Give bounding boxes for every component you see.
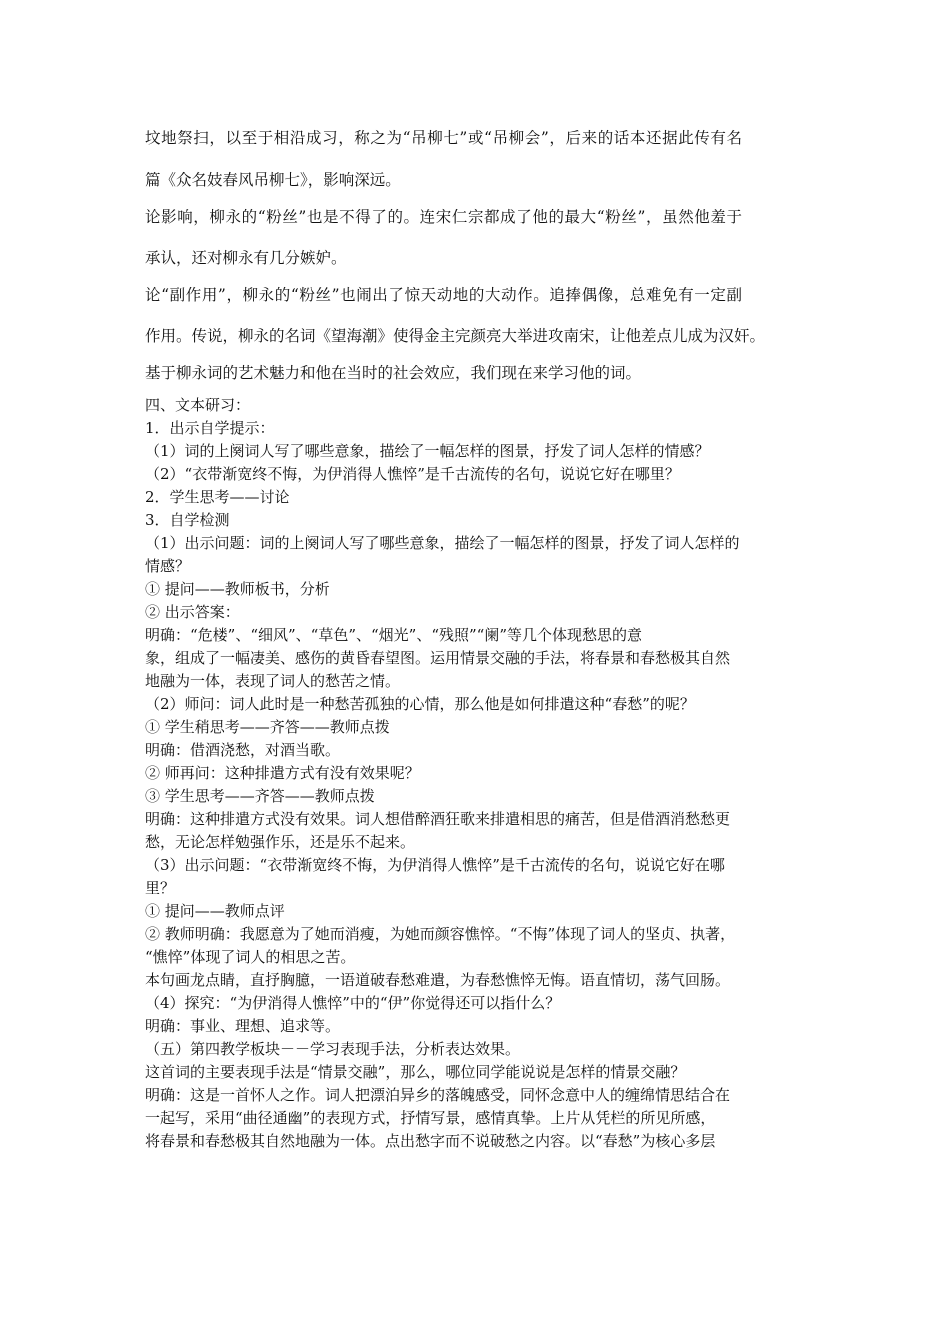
- paragraph-line: 论“副作用”，柳永的“粉丝”也闹出了惊天动地的大动作。追捧偶像，总难免有一定副: [145, 286, 743, 304]
- text-line: （4）探究：“为伊消得人憔悴”中的“伊”你觉得还可以指什么？: [145, 994, 561, 1012]
- text-line: （五）第四教学板块－－学习表现手法，分析表达效果。: [145, 1040, 521, 1058]
- text-line: “憔悴”体现了词人的相思之苦。: [145, 948, 356, 966]
- text-line: ① 学生稍思考——齐答——教师点拨: [145, 718, 390, 736]
- text-line: 3．自学检测: [145, 511, 230, 529]
- text-line: 地融为一体，表现了词人的愁苦之情。: [145, 672, 401, 690]
- text-line: 明确：这种排遣方式没有效果。词人想借醉酒狂歌来排遣相思的痛苦，但是借酒消愁愁更: [145, 810, 731, 828]
- text-line: （2）“衣带渐宽终不悔，为伊消得人憔悴”是千古流传的名句，说说它好在哪里？: [145, 465, 680, 483]
- text-line: 情感？: [145, 557, 191, 575]
- text-line: ② 教师明确：我愿意为了她而消瘦，为她而颜容憔悴。“不悔”体现了词人的坚贞、执著，: [145, 925, 736, 943]
- paragraph-line: 坟地祭扫，以至于相沿成习，称之为“吊柳七”或“吊柳会”，后来的话本还据此传有名: [145, 129, 743, 147]
- text-line: 明确：事业、理想、追求等。: [145, 1017, 341, 1035]
- paragraph-line: 基于柳永词的艺术魅力和他在当时的社会效应，我们现在来学习他的词。: [145, 364, 642, 382]
- text-line: ③ 学生思考——齐答——教师点拨: [145, 787, 375, 805]
- text-line: 将春景和春愁极其自然地融为一体。点出愁字而不说破愁之内容。以“春愁”为核心多层: [145, 1132, 716, 1150]
- text-line: 本句画龙点睛，直抒胸臆，一语道破春愁难遣，为春愁憔悴无悔。语直情切，荡气回肠。: [145, 971, 731, 989]
- paragraph-line: 论影响，柳永的“粉丝”也是不得了的。连宋仁宗都成了他的最大“粉丝”，虽然他羞于: [145, 208, 743, 226]
- text-line: ① 提问——教师点评: [145, 902, 285, 920]
- text-line: 2．学生思考——讨论: [145, 488, 290, 506]
- text-line: 一起写，采用“曲径通幽”的表现方式，抒情写景，感情真挚。上片从凭栏的所见所感，: [145, 1109, 716, 1127]
- text-line: ① 提问——教师板书，分析: [145, 580, 330, 598]
- paragraph-line: 作用。传说，柳永的名词《望海潮》使得金主完颜亮大举进攻南宋，让他差点儿成为汉奸。: [145, 327, 766, 345]
- section-heading: 四、文本研习：: [145, 396, 251, 414]
- text-line: 1．出示自学提示：: [145, 419, 275, 437]
- paragraph-line: 承认，还对柳永有几分嫉妒。: [145, 249, 347, 267]
- text-line: （1）出示问题：词的上阕词人写了哪些意象，描绘了一幅怎样的图景，抒发了词人怎样的: [145, 534, 740, 552]
- text-line: 里？: [145, 879, 176, 897]
- text-line: 明确：这是一首怀人之作。词人把漂泊异乡的落魄感受，同怀念意中人的缠绵情思结合在: [145, 1086, 731, 1104]
- text-line: 愁，无论怎样勉强作乐，还是乐不起来。: [145, 833, 416, 851]
- text-line: 明确：“危楼”、“细风”、“草色”、“烟光”、“残照”“阑”等几个体现愁思的意: [145, 626, 643, 644]
- paragraph-line: 篇《众名妓春风吊柳七》，影响深远。: [145, 171, 401, 189]
- text-line: （1）词的上阕词人写了哪些意象，描绘了一幅怎样的图景，抒发了词人怎样的情感？: [145, 442, 710, 460]
- text-line: 明确：借酒浇愁，对酒当歌。: [145, 741, 341, 759]
- text-line: 象，组成了一幅凄美、感伤的黄昏春望图。运用情景交融的手法，将春景和春愁极其自然: [145, 649, 731, 667]
- text-line: （3）出示问题：“衣带渐宽终不悔，为伊消得人憔悴”是千古流传的名句，说说它好在哪: [145, 856, 725, 874]
- text-line: （2）师问：词人此时是一种愁苦孤独的心情，那么他是如何排遣这种“春愁”的呢？: [145, 695, 695, 713]
- text-line: ② 出示答案：: [145, 603, 240, 621]
- text-line: ② 师再问：这种排遣方式有没有效果呢？: [145, 764, 420, 782]
- text-line: 这首词的主要表现手法是“情景交融”，那么，哪位同学能说说是怎样的情景交融？: [145, 1063, 686, 1081]
